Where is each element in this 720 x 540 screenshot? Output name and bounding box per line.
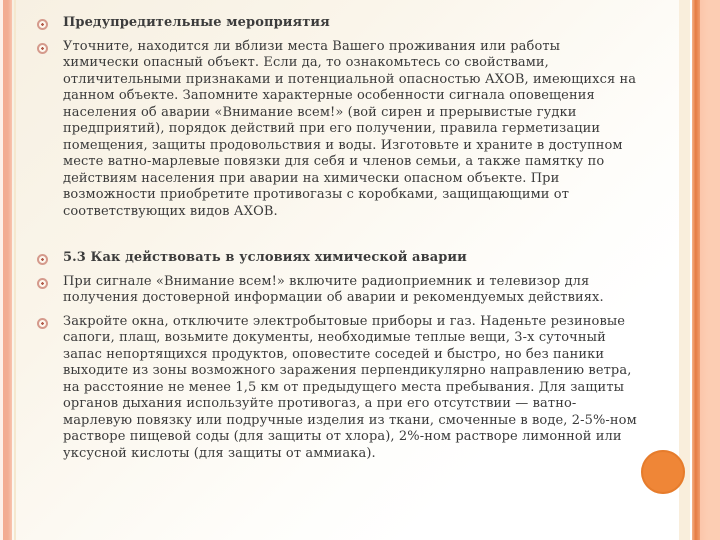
bullet-text: Уточните, находится ли вблизи места Вашего проживания или работы химически опасный объект. Если да, то ознакомьтесь со свойствами, отличительными признаками и потенциальной опасностью АХОВ, имеющихся на данном объекте. Запомните характерные особенности сигнала оповещения населения об аварии «Внимание всем!» (вой сирен и прерывистые гудки предприятий), порядок действий при его получении, правила герметизации помещения, защиты продовольствия и воды. Изготовьте и храните в доступном месте ватно-марлевые повязки для себя и членов семьи, а также памятку по действиям населения при аварии на химически опасном объекте. При возможности приобретите противогазы с коробками, защищающими от соответствующих видов АХОВ. xyxy=(63,38,637,219)
bullet-text: Закройте окна, отключите электробытовые приборы и газ. Наденьте резиновые сапоги, плащ, возьмите документы, необходимые теплые вещи, 3-х суточный запас непортящихся продуктов, оповестите соседей и быстро, но без паники выходите из зоны возможного заражения перпендикулярно направлению ветра, на расстояние не менее 1,5 км от предыдущего места пребывания. Для защиты органов дыхания используйте противогаз, а при его отсутствии — ватно-марлевую повязку или подручные изделия из ткани, смоченные в воде, 2-5%-ном растворе пищевой соды (для защиты от хлора), 2%-ном растворе лимонной или уксусной кислоты (для защиты от аммиака). xyxy=(63,313,637,461)
ring-bullet-icon xyxy=(37,318,48,329)
ring-bullet-icon xyxy=(37,278,48,289)
right-orange-line xyxy=(692,0,700,540)
bullet-list xyxy=(34,15,640,462)
bullet-item-preventive-measures xyxy=(34,39,640,221)
accent-circle-decoration xyxy=(641,450,685,494)
bullet-item-section-5-3-title xyxy=(34,250,640,267)
ring-bullet-icon xyxy=(37,43,48,54)
left-salmon-stripe xyxy=(3,0,12,540)
bullet-item-signal-attention xyxy=(34,274,640,307)
ring-bullet-icon xyxy=(37,19,48,30)
ring-bullet-icon xyxy=(37,254,48,265)
bullet-item-title xyxy=(34,15,640,32)
bullet-text: При сигнале «Внимание всем!» включите радиоприемник и телевизор для получения достоверной информации об аварии и рекомендуемых действиях. xyxy=(63,273,604,305)
left-thin-cream-line xyxy=(14,0,16,540)
bullet-item-evacuation-instructions xyxy=(34,314,640,463)
slide-content xyxy=(34,15,640,469)
bullet-text: Предупредительные мероприятия xyxy=(63,15,330,30)
bullet-text: 5.3 Как действовать в условиях химической аварии xyxy=(63,250,467,265)
right-peach-band xyxy=(700,0,720,540)
